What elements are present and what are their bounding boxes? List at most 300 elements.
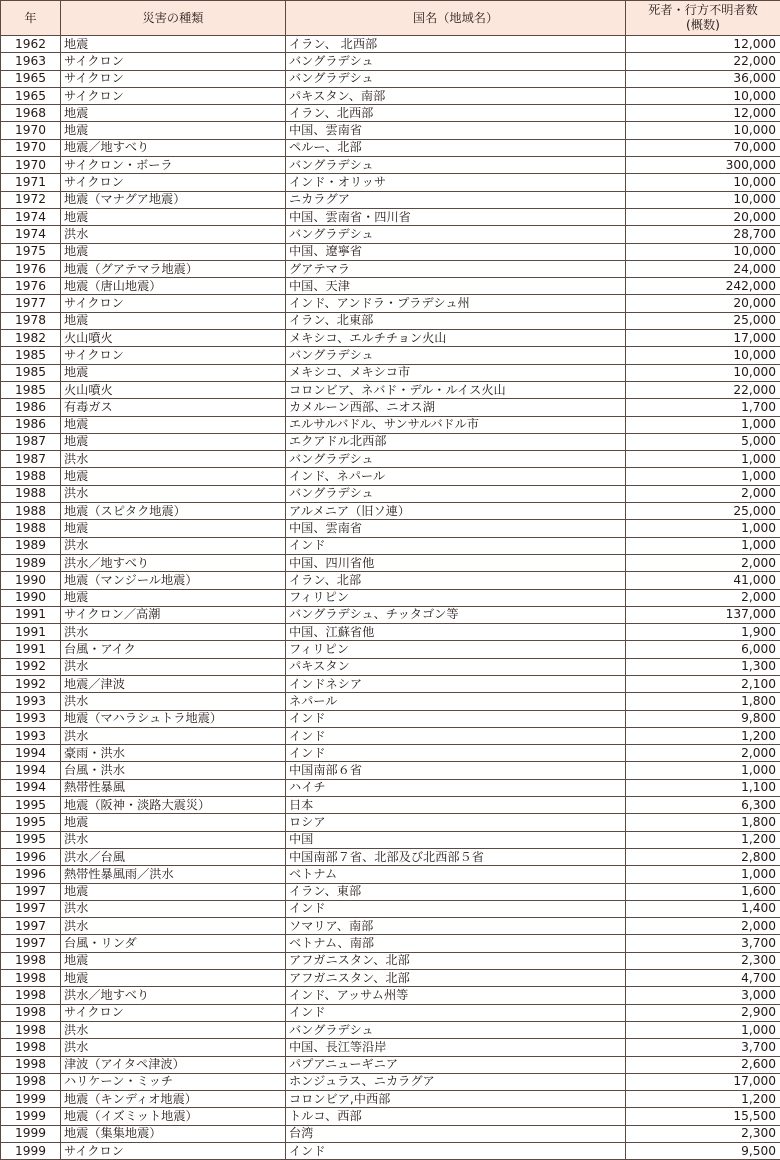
table-row (1, 831, 780, 848)
table-row (1, 779, 780, 796)
cell-country: インド (286, 745, 626, 762)
cell-disaster-type: 地震 (61, 589, 286, 606)
cell-year: 1999 (1, 1091, 61, 1108)
cell-deaths: 36,000 (626, 70, 780, 87)
cell-deaths: 10,000 (626, 122, 780, 139)
cell-year: 1965 (1, 87, 61, 104)
cell-deaths: 5,000 (626, 433, 780, 450)
cell-country: インドネシア (286, 675, 626, 692)
cell-year: 1994 (1, 762, 61, 779)
table-row (1, 848, 780, 865)
cell-disaster-type: 地震 (61, 312, 286, 329)
table-row (1, 710, 780, 727)
cell-deaths: 2,600 (626, 1056, 780, 1073)
cell-country: ハイチ (286, 779, 626, 796)
cell-year: 1999 (1, 1143, 61, 1160)
cell-year: 1988 (1, 503, 61, 520)
cell-country: ペルー、北部 (286, 139, 626, 156)
table-row (1, 191, 780, 208)
table-row (1, 727, 780, 744)
cell-year: 1994 (1, 779, 61, 796)
cell-disaster-type: 洪水 (61, 537, 286, 554)
table-row (1, 537, 780, 554)
cell-disaster-type: 洪水 (61, 226, 286, 243)
table-row (1, 624, 780, 641)
cell-year: 1998 (1, 952, 61, 969)
cell-country: バングラデシュ (286, 53, 626, 70)
cell-disaster-type: 熱帯性暴風 (61, 779, 286, 796)
cell-disaster-type: 台風・リンダ (61, 935, 286, 952)
cell-disaster-type: ハリケーン・ミッチ (61, 1073, 286, 1090)
cell-deaths: 1,800 (626, 814, 780, 831)
cell-country: インド・オリッサ (286, 174, 626, 191)
cell-deaths: 9,500 (626, 1143, 780, 1160)
table-row (1, 866, 780, 883)
cell-country: 中国、雲南省・四川省 (286, 208, 626, 225)
cell-year: 1986 (1, 399, 61, 416)
cell-disaster-type: 洪水 (61, 658, 286, 675)
cell-disaster-type: サイクロン／高潮 (61, 606, 286, 623)
cell-year: 1985 (1, 364, 61, 381)
cell-disaster-type: 地震 (61, 433, 286, 450)
cell-country: 中国、遼寧省 (286, 243, 626, 260)
cell-disaster-type: サイクロン (61, 347, 286, 364)
cell-country: ロシア (286, 814, 626, 831)
cell-deaths: 3,700 (626, 935, 780, 952)
cell-deaths: 6,000 (626, 641, 780, 658)
table-row (1, 1021, 780, 1038)
table-row (1, 381, 780, 398)
cell-country: ベトナム (286, 866, 626, 883)
cell-country: フィリピン (286, 589, 626, 606)
cell-disaster-type: 地震 (61, 36, 286, 53)
cell-disaster-type: 地震（イズミット地震） (61, 1108, 286, 1125)
cell-deaths: 2,000 (626, 589, 780, 606)
cell-country: 日本 (286, 797, 626, 814)
table-row (1, 260, 780, 277)
cell-disaster-type: 地震（集集地震） (61, 1125, 286, 1142)
cell-disaster-type: 地震（阪神・淡路大震災） (61, 797, 286, 814)
cell-deaths: 10,000 (626, 191, 780, 208)
cell-disaster-type: 地震（マハラシュトラ地震） (61, 710, 286, 727)
cell-year: 1965 (1, 70, 61, 87)
cell-country: エルサルバドル、サンサルバドル市 (286, 416, 626, 433)
cell-disaster-type: 洪水 (61, 693, 286, 710)
cell-deaths: 1,800 (626, 693, 780, 710)
cell-deaths: 15,500 (626, 1108, 780, 1125)
cell-year: 1989 (1, 554, 61, 571)
cell-year: 1997 (1, 935, 61, 952)
table-row (1, 139, 780, 156)
cell-country: メキシコ、エルチチョン火山 (286, 330, 626, 347)
cell-disaster-type: 洪水 (61, 485, 286, 502)
cell-disaster-type: 地震 (61, 468, 286, 485)
cell-deaths: 10,000 (626, 87, 780, 104)
cell-year: 1998 (1, 1039, 61, 1056)
table-row (1, 970, 780, 987)
cell-deaths: 2,000 (626, 485, 780, 502)
cell-deaths: 25,000 (626, 312, 780, 329)
table-row (1, 658, 780, 675)
cell-country: 中国、雲南省 (286, 520, 626, 537)
cell-deaths: 1,300 (626, 658, 780, 675)
cell-deaths: 2,800 (626, 848, 780, 865)
cell-year: 1998 (1, 1021, 61, 1038)
cell-disaster-type: 火山噴火 (61, 381, 286, 398)
cell-disaster-type: 地震／地すべり (61, 139, 286, 156)
cell-deaths: 2,300 (626, 1125, 780, 1142)
cell-deaths: 28,700 (626, 226, 780, 243)
cell-deaths: 300,000 (626, 157, 780, 174)
cell-disaster-type: 地震（マンジール地震） (61, 572, 286, 589)
cell-year: 1977 (1, 295, 61, 312)
cell-deaths: 12,000 (626, 105, 780, 122)
cell-disaster-type: 地震 (61, 970, 286, 987)
cell-country: インド (286, 1004, 626, 1021)
cell-country: ベトナム、南部 (286, 935, 626, 952)
cell-disaster-type: 地震／津波 (61, 675, 286, 692)
header-year: 年 (1, 1, 61, 36)
cell-year: 1988 (1, 520, 61, 537)
cell-deaths: 1,000 (626, 468, 780, 485)
cell-disaster-type: 地震 (61, 416, 286, 433)
cell-deaths: 41,000 (626, 572, 780, 589)
cell-deaths: 2,000 (626, 745, 780, 762)
header-deaths-line2: (概数) (686, 18, 720, 32)
cell-disaster-type: 地震 (61, 243, 286, 260)
cell-disaster-type: 火山噴火 (61, 330, 286, 347)
cell-deaths: 1,200 (626, 727, 780, 744)
cell-disaster-type: 洪水／地すべり (61, 554, 286, 571)
cell-deaths: 2,100 (626, 675, 780, 692)
table-row (1, 70, 780, 87)
cell-country: インド、アッサム州等 (286, 987, 626, 1004)
cell-country: ニカラグア (286, 191, 626, 208)
cell-country: インド、ネパール (286, 468, 626, 485)
cell-disaster-type: 地震（スピタク地震） (61, 503, 286, 520)
cell-year: 1985 (1, 347, 61, 364)
cell-year: 1998 (1, 970, 61, 987)
table-row (1, 814, 780, 831)
table-row (1, 312, 780, 329)
cell-country: コロンビア、ネバド・デル・ルイス火山 (286, 381, 626, 398)
table-row (1, 797, 780, 814)
cell-deaths: 1,000 (626, 762, 780, 779)
cell-deaths: 137,000 (626, 606, 780, 623)
table-row (1, 468, 780, 485)
cell-year: 1991 (1, 606, 61, 623)
table-row (1, 554, 780, 571)
cell-disaster-type: 洪水／地すべり (61, 987, 286, 1004)
table-row (1, 53, 780, 70)
cell-year: 1998 (1, 987, 61, 1004)
cell-year: 1990 (1, 589, 61, 606)
table-row (1, 641, 780, 658)
cell-year: 1998 (1, 1073, 61, 1090)
cell-year: 1971 (1, 174, 61, 191)
cell-country: ネパール (286, 693, 626, 710)
table-row (1, 675, 780, 692)
table-row (1, 243, 780, 260)
cell-disaster-type: 洪水／台風 (61, 848, 286, 865)
cell-country: インド (286, 900, 626, 917)
cell-country: バングラデシュ (286, 1021, 626, 1038)
cell-year: 1993 (1, 693, 61, 710)
cell-country: エクアドル北西部 (286, 433, 626, 450)
cell-deaths: 22,000 (626, 53, 780, 70)
cell-year: 1988 (1, 485, 61, 502)
table-row (1, 278, 780, 295)
cell-disaster-type: 地震 (61, 208, 286, 225)
cell-year: 1992 (1, 675, 61, 692)
header-row (1, 1, 780, 36)
cell-year: 1995 (1, 814, 61, 831)
table-row (1, 1004, 780, 1021)
cell-country: 中国 (286, 831, 626, 848)
cell-year: 1987 (1, 451, 61, 468)
cell-disaster-type: 地震 (61, 122, 286, 139)
cell-country: 中国、江蘇省他 (286, 624, 626, 641)
cell-year: 1993 (1, 727, 61, 744)
cell-country: インド、アンドラ・プラデシュ州 (286, 295, 626, 312)
cell-deaths: 17,000 (626, 330, 780, 347)
cell-year: 1997 (1, 900, 61, 917)
cell-year: 1985 (1, 381, 61, 398)
cell-country: 台湾 (286, 1125, 626, 1142)
table-row (1, 572, 780, 589)
cell-deaths: 70,000 (626, 139, 780, 156)
table-row (1, 416, 780, 433)
cell-deaths: 10,000 (626, 347, 780, 364)
cell-year: 1976 (1, 278, 61, 295)
cell-disaster-type: 地震 (61, 105, 286, 122)
cell-deaths: 1,000 (626, 416, 780, 433)
cell-year: 1970 (1, 157, 61, 174)
cell-country: バングラデシュ (286, 157, 626, 174)
cell-disaster-type: 地震（キンディオ地震） (61, 1091, 286, 1108)
cell-country: パキスタン、南部 (286, 87, 626, 104)
cell-year: 1982 (1, 330, 61, 347)
header-deaths (626, 1, 780, 36)
table-row (1, 226, 780, 243)
cell-year: 1963 (1, 53, 61, 70)
table-row (1, 433, 780, 450)
cell-country: イラン、 北西部 (286, 36, 626, 53)
cell-country: グアテマラ (286, 260, 626, 277)
table-row (1, 1143, 780, 1160)
table-row (1, 1108, 780, 1125)
cell-country: インド (286, 710, 626, 727)
cell-year: 1975 (1, 243, 61, 260)
cell-disaster-type: 地震 (61, 520, 286, 537)
table-row (1, 87, 780, 104)
table-row (1, 1125, 780, 1142)
cell-country: イラン、北部 (286, 572, 626, 589)
cell-disaster-type: 豪雨・洪水 (61, 745, 286, 762)
cell-year: 1988 (1, 468, 61, 485)
cell-disaster-type: サイクロン (61, 70, 286, 87)
table-row (1, 745, 780, 762)
cell-deaths: 10,000 (626, 174, 780, 191)
cell-deaths: 2,300 (626, 952, 780, 969)
cell-disaster-type: 洪水 (61, 451, 286, 468)
cell-year: 1990 (1, 572, 61, 589)
cell-year: 1970 (1, 139, 61, 156)
cell-deaths: 3,000 (626, 987, 780, 1004)
cell-country: イラン、東部 (286, 883, 626, 900)
cell-disaster-type: 洪水 (61, 1021, 286, 1038)
table-row (1, 589, 780, 606)
cell-deaths: 9,800 (626, 710, 780, 727)
cell-deaths: 10,000 (626, 364, 780, 381)
cell-country: フィリピン (286, 641, 626, 658)
cell-country: ホンジュラス、ニカラグア (286, 1073, 626, 1090)
cell-deaths: 1,000 (626, 866, 780, 883)
cell-disaster-type: 地震（唐山地震） (61, 278, 286, 295)
cell-disaster-type: サイクロン (61, 295, 286, 312)
table-row (1, 918, 780, 935)
cell-country: 中国、雲南省 (286, 122, 626, 139)
cell-year: 1992 (1, 658, 61, 675)
cell-year: 1997 (1, 883, 61, 900)
table-row (1, 105, 780, 122)
cell-disaster-type: 地震 (61, 952, 286, 969)
cell-disaster-type: 洪水 (61, 1039, 286, 1056)
cell-year: 1995 (1, 831, 61, 848)
table-row (1, 122, 780, 139)
cell-year: 1972 (1, 191, 61, 208)
cell-deaths: 1,000 (626, 1021, 780, 1038)
cell-country: 中国南部７省、北部及び北西部５省 (286, 848, 626, 865)
table-row (1, 1091, 780, 1108)
cell-disaster-type: 地震（グアテマラ地震） (61, 260, 286, 277)
cell-year: 1998 (1, 1056, 61, 1073)
cell-disaster-type: サイクロン (61, 174, 286, 191)
cell-year: 1996 (1, 848, 61, 865)
cell-disaster-type: 洪水 (61, 918, 286, 935)
cell-deaths: 6,300 (626, 797, 780, 814)
cell-deaths: 1,200 (626, 1091, 780, 1108)
cell-year: 1989 (1, 537, 61, 554)
cell-deaths: 1,000 (626, 451, 780, 468)
cell-country: パプアニューギニア (286, 1056, 626, 1073)
cell-disaster-type: サイクロン (61, 1143, 286, 1160)
cell-year: 1993 (1, 710, 61, 727)
cell-year: 1968 (1, 105, 61, 122)
cell-country: イラン、北西部 (286, 105, 626, 122)
cell-year: 1976 (1, 260, 61, 277)
cell-country: メキシコ、メキシコ市 (286, 364, 626, 381)
cell-disaster-type: 洪水 (61, 727, 286, 744)
table-row (1, 485, 780, 502)
cell-country: イラン、北東部 (286, 312, 626, 329)
cell-disaster-type: サイクロン (61, 1004, 286, 1021)
cell-year: 1991 (1, 624, 61, 641)
cell-year: 1991 (1, 641, 61, 658)
table-row (1, 1056, 780, 1073)
cell-country: アルメニア（旧ソ連） (286, 503, 626, 520)
cell-deaths: 1,100 (626, 779, 780, 796)
header-disaster-type: 災害の種類 (61, 1, 286, 36)
table-row (1, 762, 780, 779)
cell-deaths: 20,000 (626, 208, 780, 225)
table-row (1, 174, 780, 191)
table-row (1, 36, 780, 53)
cell-disaster-type: 洪水 (61, 831, 286, 848)
cell-disaster-type: サイクロン・ボーラ (61, 157, 286, 174)
cell-country: バングラデシュ (286, 347, 626, 364)
table-row (1, 503, 780, 520)
header-country: 国名（地域名） (286, 1, 626, 36)
cell-deaths: 2,000 (626, 918, 780, 935)
cell-deaths: 242,000 (626, 278, 780, 295)
cell-deaths: 12,000 (626, 36, 780, 53)
cell-year: 1996 (1, 866, 61, 883)
cell-country: 中国南部６省 (286, 762, 626, 779)
cell-country: アフガニスタン、北部 (286, 952, 626, 969)
table-row (1, 520, 780, 537)
table-row (1, 208, 780, 225)
cell-country: トルコ、西部 (286, 1108, 626, 1125)
cell-country: コロンビア,中西部 (286, 1091, 626, 1108)
cell-deaths: 1,600 (626, 883, 780, 900)
cell-deaths: 4,700 (626, 970, 780, 987)
cell-country: バングラデシュ (286, 70, 626, 87)
cell-year: 1994 (1, 745, 61, 762)
cell-disaster-type: 地震（マナグア地震） (61, 191, 286, 208)
cell-country: 中国、天津 (286, 278, 626, 295)
table-row (1, 606, 780, 623)
cell-country: バングラデシュ (286, 485, 626, 502)
table-row (1, 935, 780, 952)
table-body (1, 36, 780, 1160)
cell-country: 中国、長江等沿岸 (286, 1039, 626, 1056)
cell-deaths: 1,000 (626, 520, 780, 537)
cell-country: パキスタン (286, 658, 626, 675)
cell-deaths: 2,900 (626, 1004, 780, 1021)
cell-country: インド (286, 727, 626, 744)
cell-deaths: 22,000 (626, 381, 780, 398)
cell-country: カメルーン西部、ニオス湖 (286, 399, 626, 416)
cell-country: 中国、四川省他 (286, 554, 626, 571)
cell-year: 1974 (1, 226, 61, 243)
cell-year: 1998 (1, 1004, 61, 1021)
cell-disaster-type: 地震 (61, 814, 286, 831)
cell-disaster-type: 津波（アイタペ津波） (61, 1056, 286, 1073)
cell-year: 1999 (1, 1125, 61, 1142)
cell-deaths: 3,700 (626, 1039, 780, 1056)
cell-disaster-type: 洪水 (61, 624, 286, 641)
cell-year: 1999 (1, 1108, 61, 1125)
table-row (1, 1039, 780, 1056)
cell-disaster-type: 台風・洪水 (61, 762, 286, 779)
table-row (1, 1073, 780, 1090)
cell-deaths: 25,000 (626, 503, 780, 520)
table-row (1, 952, 780, 969)
cell-country: インド (286, 537, 626, 554)
table-row (1, 364, 780, 381)
table-row (1, 987, 780, 1004)
cell-country: ソマリア、南部 (286, 918, 626, 935)
cell-year: 1974 (1, 208, 61, 225)
cell-deaths: 24,000 (626, 260, 780, 277)
header-deaths-line1: 死者・行方不明者数 (648, 3, 758, 17)
cell-deaths: 1,400 (626, 900, 780, 917)
table-row (1, 347, 780, 364)
cell-country: バングラデシュ、チッタゴン等 (286, 606, 626, 623)
cell-disaster-type: 地震 (61, 364, 286, 381)
cell-disaster-type: 有毒ガス (61, 399, 286, 416)
